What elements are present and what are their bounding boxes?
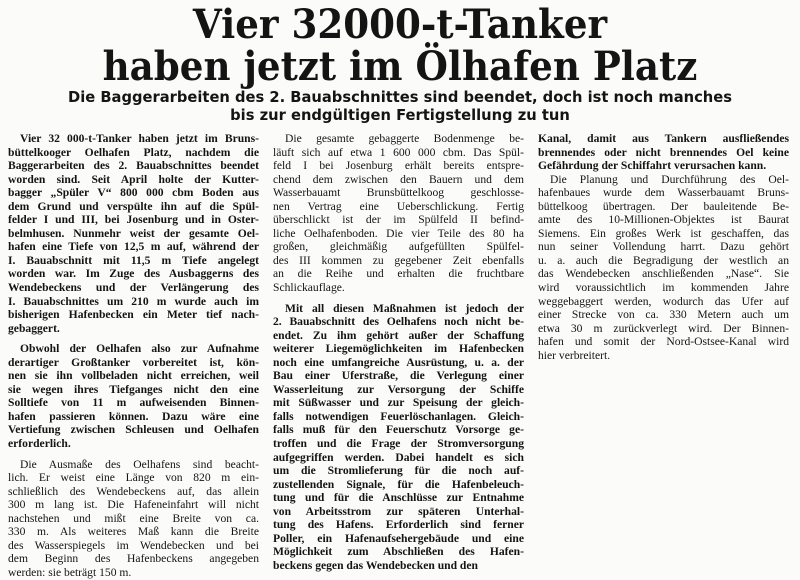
text-line: hafen passieren können. Dazu wäre eine bbox=[8, 409, 259, 423]
text-line: Solltiefe von 11 m aufweisenden Binnen- bbox=[8, 396, 259, 410]
text-line: hafen und somit der Nord-Ostsee-Kanal wird bbox=[538, 335, 789, 349]
text-line: um die Stromlieferung für die noch auf- bbox=[273, 464, 524, 478]
text-line: weiterer Liegemöglichkeiten im Hafenbecken bbox=[273, 342, 524, 356]
text-line: Bau einer Uferstraße, die Verlegung einer bbox=[273, 369, 524, 383]
text-line: bagger „Spüler V“ 800 000 cbm Boden aus bbox=[8, 186, 259, 200]
text-line: 2. Bauabschnitt des Oelhafens noch nicht be- bbox=[273, 315, 524, 329]
text-line: zustellenden Signale, für die Hafenbeleuch- bbox=[273, 477, 524, 491]
text-line: felder I und III, bei Josenburg und in Oster- bbox=[8, 213, 259, 227]
text-line: brennendes oder nicht brennendes Oel keine bbox=[538, 145, 789, 159]
text-line: 300 m lang ist. Die Hafeneinfahrt will nicht bbox=[8, 498, 259, 512]
text-line: Wasserbauamt Brunsbüttelkoog geschlosse- bbox=[273, 186, 524, 200]
paragraph-gap bbox=[8, 451, 259, 458]
text-line: falls notwendigen Feuerlöschanlagen. Gleich- bbox=[273, 409, 524, 423]
text-line: überschlickt ist der im Spülfeld II befind- bbox=[273, 213, 524, 227]
text-line: troffen und die Frage der Stromversorgung bbox=[273, 437, 524, 451]
text-line: einer Strecke von ca. 330 Metern auch um bbox=[538, 308, 789, 322]
text-line: endet. Zu ihm gehört außer der Schaffung bbox=[273, 328, 524, 342]
text-line: falls muß für den Feuerschutz Vorsorge ge- bbox=[273, 423, 524, 437]
paragraph-gap bbox=[8, 335, 259, 342]
text-line: büttelkoog übertragen. Der bauleitende Be- bbox=[538, 199, 789, 213]
text-line: von Arbeitsstrom zur späteren Unterhal- bbox=[273, 504, 524, 518]
headline bbox=[28, 1, 772, 90]
text-line: tung des Hafens. Erforderlich sind ferner bbox=[273, 518, 524, 532]
text-line: tung und für die Anschlüsse zur Entnahme bbox=[273, 491, 524, 505]
text-line: des III kommen zu gegebener Zeit ebenfalls bbox=[273, 253, 524, 267]
text-line: nen Vertrag eine Ueberschlickung. Fertig bbox=[273, 199, 524, 213]
text-line: bisherigen Hafenbecken ein Meter tief nach- bbox=[8, 308, 259, 322]
text-line: Schlickauflage. bbox=[273, 281, 345, 295]
text-line: büttelkooger Oelhafen Platz, nachdem die bbox=[8, 145, 259, 159]
text-line: erforderlich. bbox=[8, 437, 71, 451]
article-paragraph bbox=[273, 302, 524, 573]
text-line: I. Bauabschnitt mit 11,5 m Tiefe angelegt bbox=[8, 253, 259, 267]
text-line: dem Beginn des Hafenbeckens angegeben bbox=[8, 552, 259, 566]
text-line: Kanal, damit aus Tankern ausfließendes bbox=[538, 132, 789, 145]
text-line: u. a. auch die Begradigung der westlich an bbox=[538, 253, 789, 267]
text-line: Wendebeckens und der Verlängerung des bbox=[8, 281, 259, 295]
text-line: Mit all diesen Maßnahmen ist jedoch der bbox=[285, 301, 524, 315]
text-line: Die Ausmaße des Oelhafens sind beacht- bbox=[20, 457, 259, 471]
text-line: Die gesamte gebaggerte Bodenmenge be- bbox=[285, 132, 524, 145]
article-paragraph bbox=[8, 458, 259, 580]
article-paragraph bbox=[538, 132, 789, 173]
article-column-2 bbox=[273, 132, 524, 573]
text-line: lich. Er weist eine Länge von 820 m ein- bbox=[8, 471, 259, 485]
article-paragraph bbox=[273, 132, 524, 295]
text-line: gebaggert. bbox=[8, 321, 60, 335]
text-line: etwa 30 m zurückverlegt wird. Der Binnen- bbox=[538, 321, 789, 335]
article-paragraph bbox=[8, 132, 259, 335]
article-paragraph bbox=[538, 173, 789, 363]
text-line: sie wegen ihres Tiefganges nicht den eine bbox=[8, 382, 259, 396]
text-line: werden: sie beträgt 150 m. bbox=[8, 565, 132, 579]
subheadline bbox=[8, 88, 792, 124]
text-line: belmhusen. Nunmehr weist der gesamte Oel- bbox=[8, 226, 259, 240]
text-line: Siemens. Ein großes Werk ist geschaffen, das bbox=[538, 226, 789, 240]
text-line: I. Bauabschnittes um 210 m wurde auch im bbox=[8, 294, 259, 308]
text-line: aufgegriffen werden. Dabei handelt es sich bbox=[273, 450, 524, 464]
text-line: läuft sich auf etwa 1 600 000 cbm. Das Spül- bbox=[273, 145, 524, 159]
text-line: Die Planung und Durchführung des Oel- bbox=[550, 172, 789, 186]
text-line: an die Reihe und erhalten die fruchtbare bbox=[273, 267, 524, 281]
text-line: dem Grund und verspülte ihn auf die Spül- bbox=[8, 199, 259, 213]
headline-line-2: haben jetzt im Ölhafen Platz bbox=[102, 43, 698, 90]
text-line: worden sind. Seit April holte der Kutter- bbox=[8, 172, 259, 186]
text-line: Gefährdung der Schiffahrt verursachen kann. bbox=[538, 159, 767, 173]
text-line: liche Oelhafenboden. Die vier Teile des 80 ha bbox=[273, 226, 524, 240]
text-line: hier verbreitert. bbox=[538, 348, 611, 362]
text-line: Obwohl der Oelhafen also zur Aufnahme bbox=[20, 342, 259, 356]
subheadline-line-2: bis zur endgültigen Fertigstellung zu tun bbox=[230, 106, 570, 124]
text-line: chend dem zwischen den Bauern und dem bbox=[273, 172, 524, 186]
text-line: 330 m. Als weiteres Maß kann die Breite bbox=[8, 525, 259, 539]
subheadline-line-1: Die Baggerarbeiten des 2. Bauabschnittes sind beendet, doch ist noch manches bbox=[67, 88, 733, 106]
article-column-1 bbox=[8, 132, 259, 580]
text-line: noch eine umfangreiche Ausrüstung, u. a. der bbox=[273, 355, 524, 369]
text-line: schließlich des Wendebeckens auf, das allein bbox=[8, 484, 259, 498]
text-line: amte des 10-Millionen-Objektes ist Baurat bbox=[538, 213, 789, 227]
text-line: großen, gleichmäßig aufgefüllten Spülfel- bbox=[273, 240, 524, 254]
text-line: beckens gegen das Wendebecken und den bbox=[273, 558, 478, 572]
text-line: Baggerarbeiten des 2. Bauabschnittes beendet bbox=[8, 159, 259, 173]
text-line: Wasserleitung zur Versorgung der Schiffe bbox=[273, 382, 524, 396]
text-line: worden war. Im Zuge des Ausbaggerns des bbox=[8, 267, 259, 281]
text-line: feld I bei Josenburg erhält bereits entspre- bbox=[273, 159, 524, 173]
article-paragraph bbox=[8, 342, 259, 450]
text-line: hafenbaues wurde dem Wasserbauamt Bruns- bbox=[538, 186, 789, 200]
article-column-3 bbox=[538, 132, 789, 362]
text-line: Vier 32 000-t-Tanker haben jetzt im Bruns- bbox=[20, 132, 259, 145]
text-line: nen sie ihn vollbeladen nicht erreichen, weil bbox=[8, 369, 259, 383]
text-line: derartiger Großtanker vorbereitet ist, kön- bbox=[8, 355, 259, 369]
text-line: Möglichkeit zum Abschließen des Hafen- bbox=[273, 545, 524, 559]
text-line: nachstehen und mißt eine Breite von ca. bbox=[8, 511, 259, 525]
text-line: nun seiner Vollendung harrt. Dazu gehört bbox=[538, 240, 789, 254]
text-line: wird voraussichtlich im kommenden Jahre bbox=[538, 281, 789, 295]
text-line: Poller, ein Hafenaufsehergebäude und eine bbox=[273, 531, 524, 545]
headline-line-1: Vier 32000-t-Tanker bbox=[192, 1, 608, 48]
text-line: mit Süßwasser und zur Speisung der gleich- bbox=[273, 396, 524, 410]
text-line: hafen eine Tiefe von 12,5 m auf, während der bbox=[8, 240, 259, 254]
text-line: das Wendebecken anschließenden „Nase“. Sie bbox=[538, 267, 789, 281]
paragraph-gap bbox=[273, 295, 524, 302]
text-line: weggebaggert werden, wodurch das Ufer auf bbox=[538, 294, 789, 308]
text-line: Vertiefung zwischen Schleusen und Oelhafen bbox=[8, 423, 259, 437]
text-line: des Wasserspiegels im Wendebecken und bei bbox=[8, 538, 259, 552]
